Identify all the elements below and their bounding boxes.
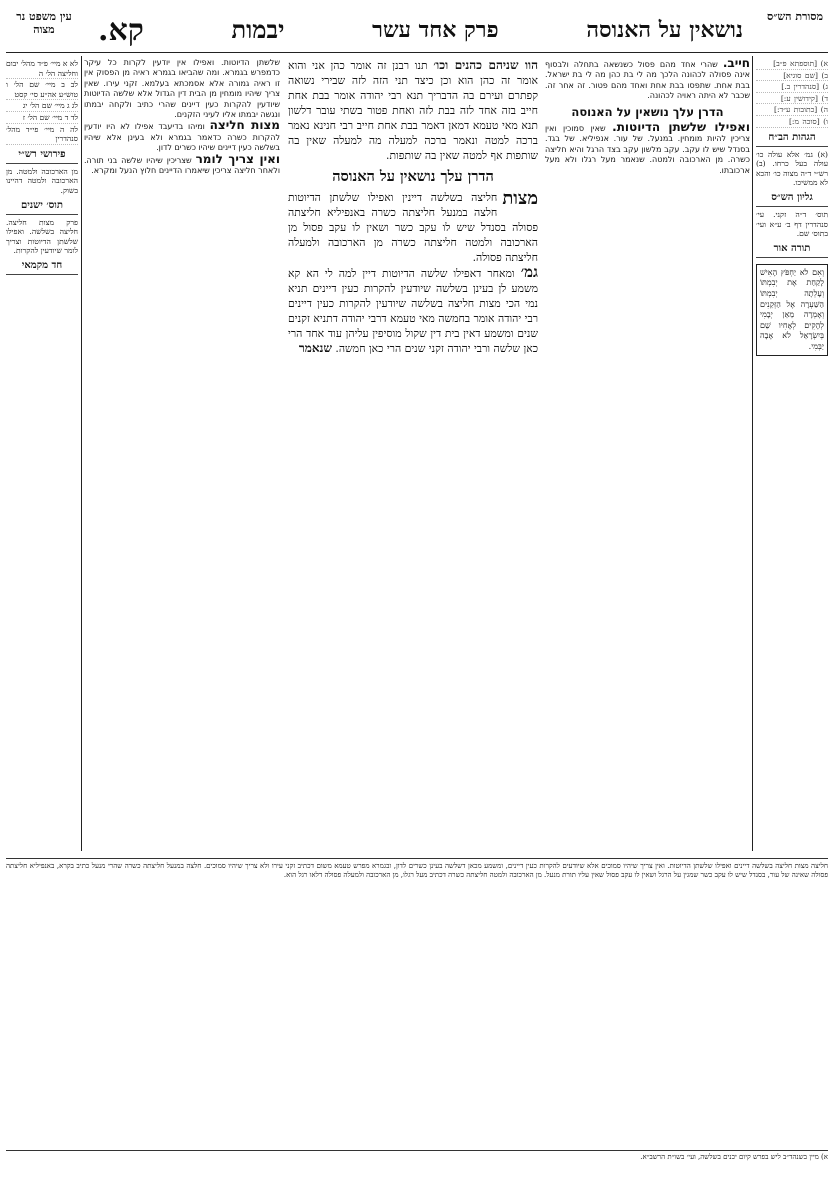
daf-number: קא. [98, 12, 144, 48]
margin-title-right: מסורת הש״ס [766, 10, 824, 23]
ref-line: לא א מיי׳ פ״ד מהל׳ יבום וחליצה הל׳ ה [6, 59, 78, 78]
mishna-text: חליצה בשלשה דיינין ואפילו שלשתן הדיוטות חלצה במנעל חליצתה כשרה באנפיליא חליצתה פסולה בסנדל שיש לו עקב כשר ושאין לו עקב פסול מן הארכובה ולמטה חליצתה כשרה מן הארכובה ולמעלה חליצתה פסולה. [288, 191, 538, 264]
tosafot-dibur-hamatchil: מצות חליצה [209, 118, 280, 133]
rashi-dibur-hamatchil: חייב. [722, 58, 750, 70]
gemara-text: ומאחר דאפילו שלשה הדיוטות דיין למה לי הא קא משמע לן בעינן בשלשה שיודעין להקרות כעין דיינים תניא נמי הכי מצות חליצה בשלשה שיודעין להקרות כעין דיינים רבי יהודה אומר בחמשה מאי טעמא דרבי יהודה דתניא זקנים שנים ומשמע דאין בית דין שקול מוסיפין עליהן עוד אחד הרי כאן שלשה ורבי יהודה זקני שנים הרי כאן חמשה. [288, 267, 538, 355]
ref-line: ה) [כתובות ע״ד:] [756, 105, 828, 116]
gemara-column [288, 58, 538, 818]
ref-line: ו) [סוכה מ:] [756, 117, 828, 128]
gemara-final-word: שנאמר [298, 341, 332, 355]
gilyon-text: תוס׳ ד״ה זקני. עי׳ סנהדרין דף ב׳ ע״א ועי׳ בתוס׳ שם. [756, 209, 828, 239]
rashi-perushei-title: פירושי רש״י [6, 149, 78, 164]
mishna-heading: מצות [502, 188, 538, 209]
footnote-line [6, 1150, 828, 1165]
masoret-refs [756, 59, 828, 128]
column-divider [81, 56, 82, 851]
ref-line: לג ג מיי׳ שם הל׳ יג [6, 101, 78, 112]
torah-or-text: וְאִם לֹא יַחְפֹּץ הָאִישׁ לָקַחַת אֶת יְבִמְתּוֹ וְעָלְתָה יְבִמְתּוֹ הַשַּׁעְרָה אֶל הַזְּקֵנִים וְאָמְרָה מֵאֵן יְבָמִי לְהָקִים לְאָחִיו שֵׁם בְּיִשְׂרָאֵל לֹא אָבָה יַבְּמִי. [756, 264, 828, 357]
header-title-bar [98, 8, 743, 52]
ref-line: לד ד מיי׳ שם הל׳ ז [6, 113, 78, 124]
ref-line: ב) [שם סוגיא] [756, 71, 828, 82]
bottom-commentary [6, 858, 828, 1147]
rashi-dibur-hamatchil: ואפילו שלשתן הדיוטות. [612, 120, 750, 135]
rashi-text: שהרי אחד מהם פסול כשנשאה בתחלה ולבסוף אינה פסולה לכהונה הלכך מה לי בת כהן מה לי בת ישראל. בבת אחת. שתפסו בבת אחת ואחד מהם פטור. זה אחר זה. שכבר לא היתה ראויה לכהונה. [545, 60, 750, 101]
bottom-commentary-text: חליצה מצות חליצה בשלשה דיינים ואפילו שלשתן הדיוטות. ואין צריך שיהיו סמוכים אלא שיודעים להקרות כעין דיינים, ומשמע מכאן דשלשה בעינן כשרים לדון, ובגמרא מפרש טעמא משום דכתיב זקני עירו ולא צריך שיהיו סמוכים. חלצה במנעל חליצתה כשרה שהרי מנעל כתיב בקרא, באנפיליא חליצתה פסולה שאינה של עור, בסנדל שיש לו עקב כשר שמגין על הרגל ושאין לו עקב פסול שאין עליו תורת מנעל. מן הארכובה ולמטה חליצתה כשרה דכתיב מעל רגלו, מן הארכובה ולמעלה פסולה דלאו רגל הוא. [6, 862, 828, 880]
ein-mishpat-refs [6, 59, 78, 145]
torah-or-title: תורה אור [756, 243, 828, 258]
tosafot-text: ומיהו בדיעבד אפילו לא היו יודעין להקרות כשרה כדאמר בגמרא ולא בעינן אלא שיהיו בשלשה כעין דיינים שיהיו כשרים לדון. [84, 122, 280, 153]
footnote-text: א) מיין בשנהד״ב ליש בפרש קיום יכנים בשלשה, ועי׳ בשו״ת הרשב״א. [640, 1153, 828, 1161]
chapter-number: פרק אחד עשר [372, 17, 499, 43]
ref-line: ד) [קידושין ע:] [756, 94, 828, 105]
ref-line: ג) [סנהדרין ב.] [756, 82, 828, 93]
gemara-heading: גמ׳ [520, 263, 538, 281]
column-divider [752, 56, 753, 851]
right-margin-column [756, 58, 828, 758]
tosafot-yeshanim-text: פרק מצות חליצה. חליצה בשלשה. ואפילו שלשתן הדיוטות וצריך לומר שיודעין להקרות. [6, 217, 78, 256]
tosafot-text: שלשתן הדיוטות. ואפילו אין יודעין לקרות כל עיקר כדמפרש בגמרא. ומה שהביאו בגמרא ראיה מן הפסוק אין זו ראיה גמורה אלא אסמכתא בעלמא. זקני עירו. שאין צריך שיהיו מומחין מן הבית דין הגדול אלא שלשה הדיוטות שיודעין להקרות כעין דיינים שהרי כתיב ולקחה יבמתו ונגשה יבמתו אליו לעיני הזקנים. [84, 58, 280, 120]
ref-line: א) [תוספתא פ״ב] [756, 59, 828, 70]
ref-line: לה ה מיי׳ פי״ד מהל׳ סנהדרין [6, 124, 78, 144]
tosafot-column [84, 58, 280, 838]
chapter-name: נושאין על האנוסה [586, 17, 743, 43]
rashi-text: שאין סמוכין ואין צריכין להיות מומחין. במנעל. של עור. אנפיליא. של בגד. בסנדל שיש לו עקב. עקב מלשון עקב בצד הרגל והיא חליצה כשרה. מן הארכובה ולמטה. שנאמר מעל רגלו ולא מעל ארכובתו. [545, 124, 750, 175]
gilyon-title: גליון הש״ס [756, 192, 828, 207]
gemara-text: תנו רבנן זה אומר כהן אני והוא אומר זה כהן הוא וכן כיצד תני הזה לזה שבירי נשואה קפתרם ועירם בה הדבריך תנא רבי יהודה אומר בבת אחת חייב בזה אחד לזה בבת לזה ואחת פטור בשתי עובר דלשון תנא מאי טעמא דמאן דאמר בבת אחת חייב רבי חנינא נאמר ברכה למטה ונאמר ברכה למעלה מה למעלה שאין בה שותפות אף למטה שאין בה שותפות. [288, 59, 538, 162]
tosafot-dibur-hamatchil: ואין צריך לומר [195, 151, 280, 166]
rashi-perushei-text: מן הארכובה ולמטה. מן הארכובה ולמטה דהיינו בשוק. [6, 166, 78, 195]
margin-title-left: עין משפט נר מצוה [16, 10, 72, 36]
gemara-opening-words: הוו שניהם כהנים וכו׳ [433, 58, 538, 72]
tosafot-yeshanim-title: תוס׳ ישנים [6, 200, 78, 215]
haggahot-title: הגהות הב״ח [756, 132, 828, 147]
rashi-hadran: הדרן עלך נושאין על האנוסה [571, 104, 724, 119]
hadran-heading: הדרן עלך נושאין על האנוסה [332, 168, 494, 185]
talmud-page [6, 8, 828, 1173]
chad-mikamai-title: חד מקמאי [6, 260, 78, 275]
haggahot-text: (א) גמ׳ אלא עולה כו׳ עולה בעל כרחו. (ב) רש״י ד״ה מצוה כו׳ והכא לא ממשיכו. [756, 149, 828, 188]
page-header [6, 8, 828, 53]
rashi-column [545, 58, 750, 828]
ref-line: לב ב מיי׳ שם הל׳ ו טוש״ע אה״ע סי׳ קסט [6, 80, 78, 99]
tosafot-text: שצריכין שיהיו שלשה בני תורה. ולאחר חליצה צריכין שיאמרו הדיינים חלוץ הנעל ומקרא. [84, 155, 280, 176]
tractate-name: יבמות [231, 15, 285, 44]
left-margin-column [6, 58, 78, 618]
